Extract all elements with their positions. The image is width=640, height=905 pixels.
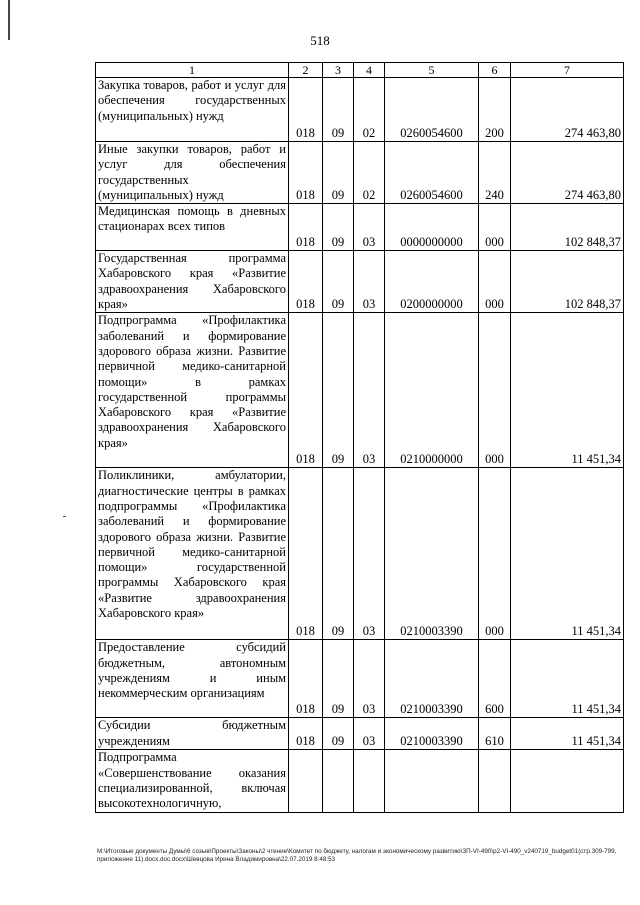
- budget-table: [95, 62, 624, 813]
- column-header: 7: [511, 63, 624, 78]
- row-section-cell: 09: [323, 640, 354, 718]
- row-target-cell: 0260054600: [385, 142, 479, 204]
- row-section-cell: 09: [323, 468, 354, 640]
- row-code-cell: [289, 750, 323, 812]
- row-code-cell: 018: [289, 251, 323, 313]
- column-header: 2: [289, 63, 323, 78]
- row-target-cell: 0210003390: [385, 640, 479, 718]
- row-type-cell: 600: [479, 640, 511, 718]
- row-subsection-cell: 02: [354, 142, 385, 204]
- table-row: [96, 750, 624, 812]
- row-sum-cell: 102 848,37: [511, 204, 624, 251]
- row-type-cell: 240: [479, 142, 511, 204]
- row-subsection-cell: 03: [354, 251, 385, 313]
- row-target-cell: 0210003390: [385, 718, 479, 750]
- row-target-cell: [385, 750, 479, 812]
- row-section-cell: 09: [323, 142, 354, 204]
- row-sum-cell: 274 463,80: [511, 78, 624, 142]
- row-subsection-cell: 03: [354, 204, 385, 251]
- row-sum-cell: 11 451,34: [511, 468, 624, 640]
- row-code-cell: 018: [289, 204, 323, 251]
- row-section-cell: 09: [323, 204, 354, 251]
- column-header: 5: [385, 63, 479, 78]
- row-subsection-cell: 03: [354, 468, 385, 640]
- row-type-cell: 000: [479, 313, 511, 468]
- row-type-cell: 000: [479, 204, 511, 251]
- row-type-cell: 000: [479, 468, 511, 640]
- row-name-cell: Субсидии бюджетным учреждениям: [96, 718, 289, 750]
- document-path-footer: M:\Итоговые документы Думы\6 созыв\Проекты\Законы\2 чтение\Комитет по бюджету, налогам и экономическому развитию\ЗП-VI-490\р2-VI-490_v240719_budget01(стр.309-799, приложение 11).docx.doc.docx\Шевцова Ирина Владимировна\22.07.2019 8:48:53: [97, 848, 617, 863]
- table-row: [96, 718, 624, 750]
- table-row: [96, 468, 624, 640]
- row-type-cell: 200: [479, 78, 511, 142]
- row-sum-cell: [511, 750, 624, 812]
- row-subsection-cell: [354, 750, 385, 812]
- row-sum-cell: 11 451,34: [511, 640, 624, 718]
- row-section-cell: 09: [323, 78, 354, 142]
- row-type-cell: 610: [479, 718, 511, 750]
- table-row: [96, 313, 624, 468]
- row-subsection-cell: 03: [354, 640, 385, 718]
- row-sum-cell: 102 848,37: [511, 251, 624, 313]
- table-header-row: [96, 63, 624, 78]
- row-section-cell: 09: [323, 313, 354, 468]
- row-sum-cell: 11 451,34: [511, 313, 624, 468]
- row-target-cell: 0200000000: [385, 251, 479, 313]
- table-row: [96, 640, 624, 718]
- row-section-cell: 09: [323, 718, 354, 750]
- row-code-cell: 018: [289, 718, 323, 750]
- margin-mark: [63, 516, 66, 517]
- page-number: 518: [310, 33, 330, 48]
- row-name-cell: Медицинская помощь в дневных стационарах всех типов: [96, 204, 289, 251]
- row-section-cell: 09: [323, 251, 354, 313]
- row-type-cell: 000: [479, 251, 511, 313]
- column-header: 6: [479, 63, 511, 78]
- row-code-cell: 018: [289, 468, 323, 640]
- row-name-cell: Государственная программа Хабаровского края «Развитие здравоохранения Хабаровского края»: [96, 251, 289, 313]
- table-row: [96, 78, 624, 142]
- row-subsection-cell: 02: [354, 78, 385, 142]
- column-header: 4: [354, 63, 385, 78]
- row-subsection-cell: 03: [354, 313, 385, 468]
- row-name-cell: Закупка товаров, работ и услуг для обеспечения государственных (муниципальных) нужд: [96, 78, 289, 142]
- row-code-cell: 018: [289, 78, 323, 142]
- row-type-cell: [479, 750, 511, 812]
- row-name-cell: Иные закупки товаров, работ и услуг для обеспечения государственных (муниципальных) нужд: [96, 142, 289, 204]
- column-header: 3: [323, 63, 354, 78]
- row-name-cell: Поликлиники, амбулатории, диагностические центры в рамках подпрограммы «Профилактика заболеваний и формирование здорового образа жизни. Развитие первичной медико-санитарной помощи» государственной программы Хабаровского края «Развитие здравоохранения Хабаровского края»: [96, 468, 289, 640]
- row-code-cell: 018: [289, 640, 323, 718]
- row-subsection-cell: 03: [354, 718, 385, 750]
- row-sum-cell: 274 463,80: [511, 142, 624, 204]
- table-row: [96, 251, 624, 313]
- row-sum-cell: 11 451,34: [511, 718, 624, 750]
- row-target-cell: 0210003390: [385, 468, 479, 640]
- row-target-cell: 0210000000: [385, 313, 479, 468]
- column-header: 1: [96, 63, 289, 78]
- row-target-cell: 0000000000: [385, 204, 479, 251]
- row-code-cell: 018: [289, 142, 323, 204]
- row-section-cell: [323, 750, 354, 812]
- table-row: [96, 142, 624, 204]
- row-name-cell: Подпрограмма «Профилактика заболеваний и формирование здорового образа жизни. Развитие первичной медико-санитарной помощи» в рамках государственной программы Хабаровского края «Развитие здравоохранения Хабаровского края»: [96, 313, 289, 468]
- table-row: [96, 204, 624, 251]
- row-name-cell: Подпрограмма «Совершенствование оказания специализированной, включая высокотехнологичную,: [96, 750, 289, 812]
- row-name-cell: Предоставление субсидий бюджетным, автономным учреждениям и иным некоммерческим организациям: [96, 640, 289, 718]
- row-code-cell: 018: [289, 313, 323, 468]
- row-target-cell: 0260054600: [385, 78, 479, 142]
